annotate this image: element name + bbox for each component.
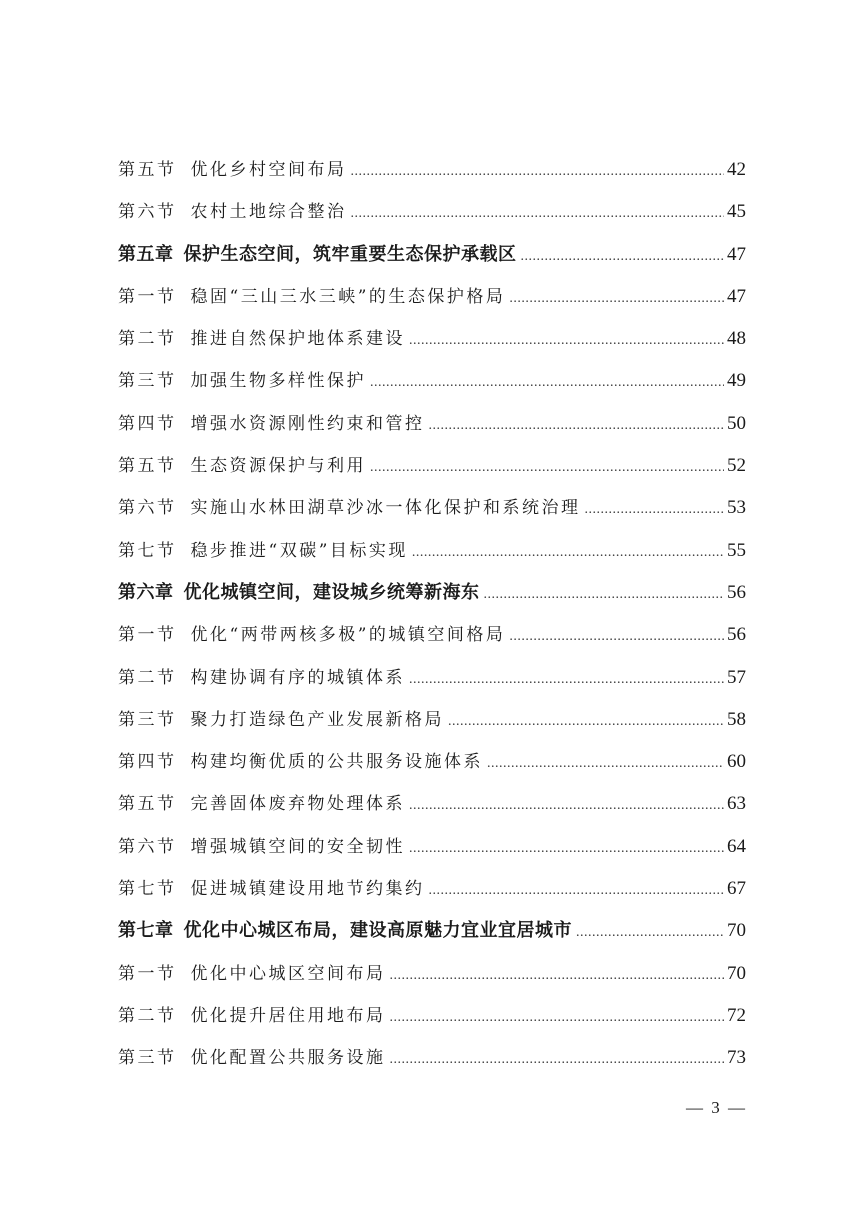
- section-number: 第六节: [118, 836, 177, 857]
- chapter-title: 优化中心城区布局，建设高原魅力宜业宜居城市: [183, 920, 572, 942]
- dot-leader: [409, 668, 724, 688]
- toc-entry[interactable]: [118, 366, 746, 408]
- toc-chapter-entry[interactable]: [118, 916, 746, 958]
- page-number: 73: [727, 1047, 746, 1069]
- section-title: 加强生物多样性保护: [190, 371, 366, 392]
- dot-leader: [429, 414, 725, 434]
- chapter-title: 优化城镇空间，建设城乡统筹新海东: [183, 581, 480, 603]
- section-number: 第四节: [118, 752, 177, 773]
- dot-leader: [390, 964, 725, 984]
- page-number: 42: [727, 159, 746, 180]
- dot-leader: [429, 879, 725, 899]
- page-number: 56: [727, 624, 746, 646]
- section-title: 生态资源保护与利用: [190, 456, 366, 477]
- dot-leader: [351, 160, 725, 180]
- section-number: 第一节: [118, 963, 177, 984]
- section-number: 第五节: [118, 456, 177, 477]
- section-title: 实施山水林田湖草沙冰一体化保护和系统治理: [190, 498, 581, 519]
- toc-entry[interactable]: [118, 1043, 746, 1085]
- section-title: 促进城镇建设用地节约集约: [190, 879, 425, 900]
- section-title: 构建均衡优质的公共服务设施体系: [190, 752, 483, 773]
- dot-leader: [448, 710, 724, 730]
- page-number: 57: [727, 666, 746, 688]
- section-number: 第一节: [118, 625, 177, 646]
- dot-leader: [409, 329, 724, 349]
- page-number: 64: [727, 835, 746, 857]
- toc-entry[interactable]: [118, 874, 746, 916]
- toc-entry[interactable]: [118, 705, 746, 747]
- toc-entry[interactable]: [118, 832, 746, 874]
- toc-entry[interactable]: [118, 663, 746, 705]
- page-number: 70: [727, 962, 746, 984]
- section-number: 第七节: [118, 879, 177, 900]
- section-title: 稳步推进“双碳”目标实现: [190, 540, 408, 561]
- page-number: 70: [727, 920, 746, 942]
- toc-entry[interactable]: [118, 409, 746, 451]
- toc-entry[interactable]: [118, 451, 746, 493]
- section-title: 增强水资源刚性约束和管控: [190, 413, 425, 434]
- chapter-title: 保护生态空间，筑牢重要生态保护承载区: [183, 243, 517, 265]
- dot-leader: [390, 1048, 725, 1068]
- page-number: 50: [727, 412, 746, 434]
- toc-chapter-entry[interactable]: [118, 240, 746, 282]
- dot-leader: [370, 456, 724, 476]
- section-number: 第四节: [118, 413, 177, 434]
- dot-leader: [409, 794, 724, 814]
- section-title: 优化提升居住用地布局: [190, 1005, 386, 1026]
- section-number: 第二节: [118, 1005, 177, 1026]
- dot-leader: [509, 625, 724, 645]
- chapter-number: 第七章: [118, 920, 174, 942]
- page-number: 47: [727, 243, 746, 265]
- toc-entry[interactable]: [118, 1001, 746, 1043]
- page-number: 47: [727, 285, 746, 307]
- toc-entry[interactable]: [118, 493, 746, 535]
- page-number: 60: [727, 751, 746, 773]
- section-number: 第二节: [118, 329, 177, 350]
- page-number: 45: [727, 201, 746, 223]
- section-title: 优化配置公共服务设施: [190, 1048, 386, 1069]
- page-number: 52: [727, 455, 746, 477]
- toc-entry[interactable]: [118, 536, 746, 578]
- toc-chapter-entry[interactable]: [118, 578, 746, 620]
- toc-entry[interactable]: [118, 324, 746, 366]
- section-number: 第五节: [118, 794, 177, 815]
- dot-leader: [412, 541, 724, 561]
- dot-leader: [576, 920, 724, 941]
- section-number: 第七节: [118, 540, 177, 561]
- section-number: 第三节: [118, 1048, 177, 1069]
- page-number: 58: [727, 708, 746, 730]
- dot-leader: [585, 498, 725, 518]
- section-title: 完善固体废弃物处理体系: [190, 794, 405, 815]
- dot-leader: [484, 582, 725, 603]
- page-number: 49: [727, 370, 746, 392]
- section-number: 第六节: [118, 498, 177, 519]
- section-title: 优化“两带两核多极”的城镇空间格局: [190, 625, 506, 646]
- page-number: 63: [727, 793, 746, 815]
- chapter-number: 第六章: [118, 581, 174, 603]
- toc-entry[interactable]: [118, 282, 746, 324]
- dot-leader: [390, 1006, 725, 1026]
- toc-entry[interactable]: [118, 155, 746, 197]
- table-of-contents: [118, 155, 746, 1086]
- page-number: 55: [727, 539, 746, 561]
- toc-entry[interactable]: [118, 959, 746, 1001]
- section-title: 聚力打造绿色产业发展新格局: [190, 709, 444, 730]
- dot-leader: [409, 837, 724, 857]
- dot-leader: [487, 752, 724, 772]
- section-title: 增强城镇空间的安全韧性: [190, 836, 405, 857]
- section-title: 农村土地综合整治: [190, 202, 347, 223]
- section-number: 第一节: [118, 286, 177, 307]
- dot-leader: [351, 202, 725, 222]
- toc-entry[interactable]: [118, 789, 746, 831]
- section-title: 稳固“三山三水三峡”的生态保护格局: [190, 286, 506, 307]
- page-number: 48: [727, 328, 746, 350]
- dot-leader: [509, 287, 724, 307]
- section-number: 第二节: [118, 667, 177, 688]
- page-number: 67: [727, 878, 746, 900]
- dot-leader: [521, 244, 725, 265]
- section-title: 推进自然保护地体系建设: [190, 329, 405, 350]
- page-number: 72: [727, 1004, 746, 1026]
- chapter-number: 第五章: [118, 243, 174, 265]
- section-title: 优化乡村空间布局: [190, 160, 347, 180]
- page-footer-number: — 3 —: [686, 1098, 747, 1117]
- section-number: 第三节: [118, 709, 177, 730]
- section-number: 第五节: [118, 160, 177, 180]
- toc-entry[interactable]: [118, 620, 746, 662]
- section-title: 优化中心城区空间布局: [190, 963, 386, 984]
- page-number: 56: [727, 581, 746, 603]
- section-number: 第三节: [118, 371, 177, 392]
- section-number: 第六节: [118, 202, 177, 223]
- section-title: 构建协调有序的城镇体系: [190, 667, 405, 688]
- toc-entry[interactable]: [118, 747, 746, 789]
- dot-leader: [370, 371, 724, 391]
- toc-entry[interactable]: [118, 197, 746, 239]
- page-number: 53: [727, 497, 746, 519]
